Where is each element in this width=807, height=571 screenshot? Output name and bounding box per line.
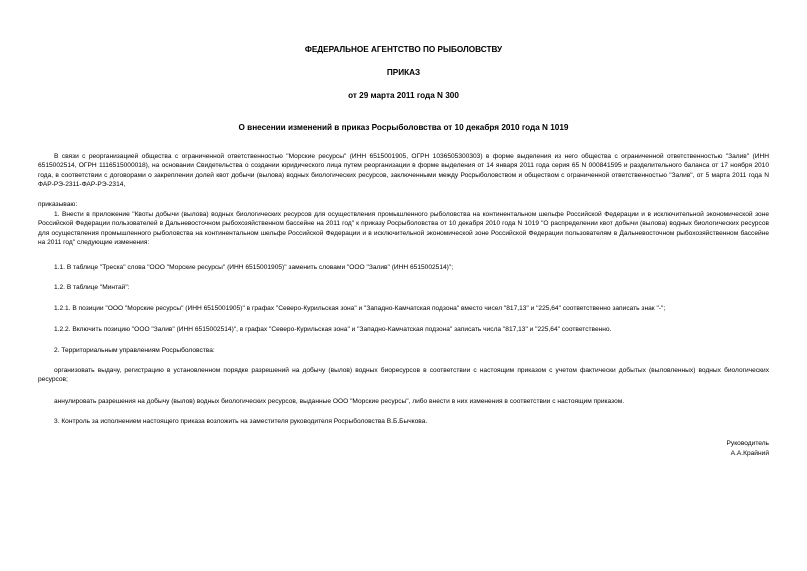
item-2-b-paragraph: аннулировать разрешения на добычу (вылов) водных биологических ресурсов, выданные ООО "Морские ресурсы", либо внести в них изменения в соответствии с настоящим приказом. — [54, 398, 625, 405]
agency-heading: ФЕДЕРАЛЬНОЕ АГЕНТСТВО ПО РЫБОЛОВСТВУ — [304, 45, 503, 54]
item-1-1-paragraph: 1.1. В таблице "Треска" слова "ООО "Морские ресурсы" (ИНН 6515001905)" заменить словами "ООО "Залив" (ИНН 6515002514)"; — [54, 264, 454, 271]
item-1-2-paragraph: 1.2. В таблице "Минтай": — [54, 284, 130, 291]
order-word: приказываю: — [38, 201, 78, 208]
doc-type-heading: ПРИКАЗ — [386, 68, 421, 77]
item-1-paragraph: 1. Внести в приложение "Квоты добычи (вылова) водных биологических ресурсов для осуществления промышленного рыболовства на континентальном шельфе Российской Федерации и в исключительной экономической зоне Российской Федерации пользователей в Дальневосточном рыбохозяйственном бассейне на 2011 год" к приказу Росрыболовства от 10 декабря 2010 года N 1019 "О распределении квот добычи (вылова) водных биологических ресурсов для осуществления промышленного рыболовства на континентальном шельфе Российской Федерации и в исключительной экономической зоне Российской Федерации пользователям в Дальневосточном рыбохозяйственном бассейне на 2011 год" следующие изменения: — [38, 211, 769, 247]
signature-name: А.А.Крайний — [730, 450, 769, 457]
document-title: О внесении изменений в приказ Росрыболовства от 10 декабря 2010 года N 1019 — [238, 123, 569, 132]
item-1-2-1-paragraph: 1.2.1. В позиции "ООО "Морские ресурсы" (ИНН 6515001905)" в графах "Северо-Курильская зона" и "Западно-Камчатская подзона" вместо чисел "817,13" и "225,64" соответственно записать знак "-"; — [54, 305, 666, 312]
item-2-paragraph: 2. Территориальным управлениям Росрыболовства: — [54, 347, 215, 354]
date-number-heading: от 29 марта 2011 года N 300 — [348, 91, 459, 100]
signature-position: Руководитель — [726, 440, 769, 447]
item-1-2-2-paragraph: 1.2.2. Включить позицию "ООО "Залив" (ИНН 6515002514)", в графах "Северо-Курильская зона" и "Западно-Камчатская подзона" записать числа "817,13" и "225,64" соответственно. — [54, 326, 612, 333]
item-2-a-paragraph: организовать выдачу, регистрацию в установленном порядке разрешений на добычу (вылов) водных биоресурсов в соответствии с настоящим приказом с учетом фактически добытых (выловленных) водных биологических ресурсов; — [38, 367, 769, 384]
preamble-paragraph: В связи с реорганизацией общества с ограниченной ответственностью "Морские ресурсы" (ИНН 6515001905, ОГРН 1036505300303) в форме выделения из него общества с ограниченной ответственностью "Залив" (ИНН 6515002514, ОГРН 1116515000018), на основании Свидетельства о создании юридического лица путем реорганизации в форме выделения от 14 января 2011 года серия 65 N 000841595 и разделительного баланса от 17 ноября 2010 года, в соответствии с договорами о закреплении долей квот добычи (вылова) водных биологических ресурсов, заключенными между Росрыболовством и обществом с ограниченной ответственностью "Залив", от 5 марта 2011 года N ФАР-РЭ-2311-ФАР-РЭ-2314, — [38, 153, 769, 189]
item-3-paragraph: 3. Контроль за исполнением настоящего приказа возложить на заместителя руководителя Росрыболовства В.Б.Бычкова. — [54, 418, 428, 425]
